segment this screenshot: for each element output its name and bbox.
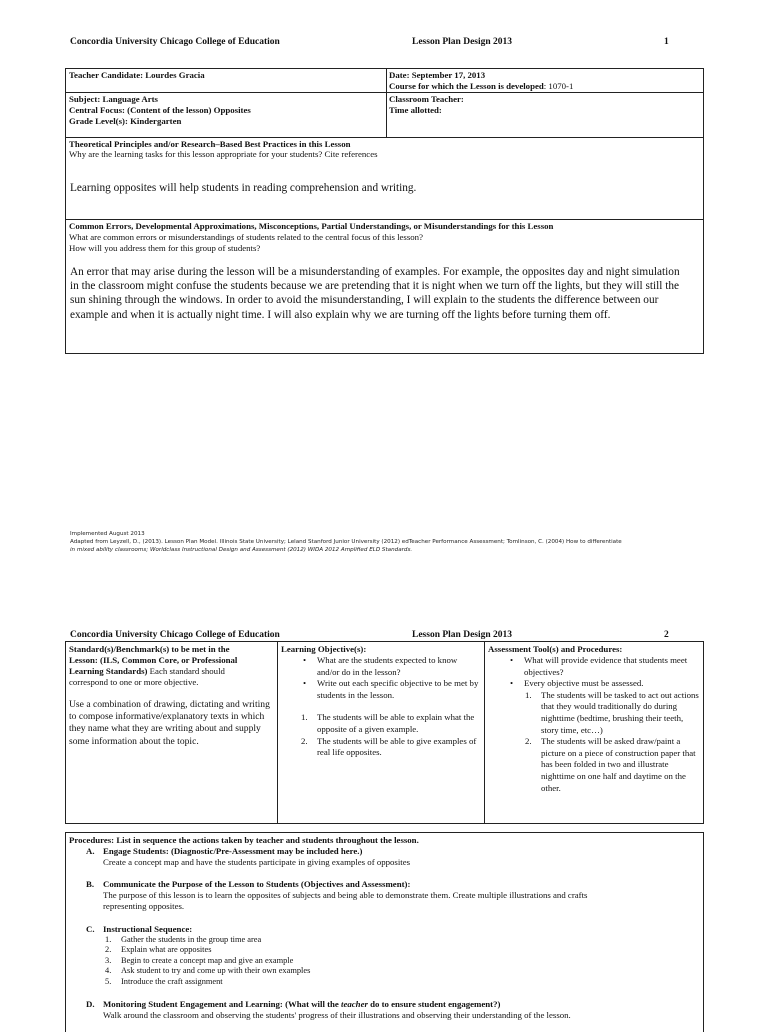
step-d-heading-pre: Monitoring Student Engagement and Learning: (What will the: [103, 998, 342, 1009]
assessment-heading: Assessment Tool(s) and Procedures:: [488, 644, 623, 654]
standards-body: Use a combination of drawing, dictating and writing to compose informative/explanatory texts in which they name what they are writing about and supply some information about the topic.: [69, 699, 270, 747]
info-table-row-divider: [66, 92, 703, 93]
sequence-text: Begin to create a concept map and give an example: [121, 955, 294, 965]
assessment-column: [485, 642, 705, 823]
sequence-step: 2. Explain what are opposites: [105, 945, 212, 955]
procedures-box: [65, 832, 704, 1032]
footer-implemented: Implemented August 2013: [70, 531, 145, 537]
footer-adapted-cont: in mixed ability classrooms; Worldclass Instructional Design and Assessment (2012) WIDA 2012 Amplified ELD Standards.: [70, 547, 413, 553]
subject: Subject: Language Arts: [69, 94, 158, 104]
grade-level: Grade Level(s): Kindergarten: [69, 116, 182, 126]
course-value: : 1070-1: [543, 81, 574, 91]
errors-answer-line: in the classroom might confuse the students because we are pretending that it is night when we turn off the lights, but they will still the: [70, 280, 680, 293]
sequence-step: 4. Ask student to try and come up with their own examples: [105, 966, 311, 976]
objectives-column: [278, 642, 484, 823]
step-c-label: C.: [86, 923, 95, 934]
step-d-body: Walk around the classroom and observing the students' progress of their illustrations and observing their understanding of the lesson.: [103, 1009, 571, 1020]
course-label: Course for which the Lesson is developed: [389, 81, 544, 91]
sequence-step: 5. Introduce the craft assignment: [105, 976, 223, 986]
objectives-prompt-list: [281, 655, 481, 701]
assessment-list: [488, 690, 702, 794]
header-page-number: 1: [664, 37, 669, 47]
sequence-text: Gather the students in the group time area: [121, 934, 262, 944]
theory-question: Why are the learning tasks for this lesson appropriate for your students? Cite references: [69, 149, 378, 159]
assessment-prompt: • Every objective must be assessed.: [524, 678, 702, 690]
standards-objectives-table: [65, 641, 704, 824]
objective-item: 2. The students will be able to give examples of real life opposites.: [301, 735, 477, 758]
errors-question-1: What are common errors or misunderstandings of students related to the central focus of this lesson?: [69, 232, 423, 242]
objective-item: 1. The students will be able to explain what the opposite of a given example.: [301, 712, 475, 734]
theory-answer: Learning opposites will help students in reading comprehension and writing.: [70, 182, 417, 194]
page1-footer: [70, 530, 700, 554]
standards-heading-l1: Standard(s)/Benchmark(s) to be met in the: [69, 644, 230, 654]
header-doc-title: Lesson Plan Design 2013: [412, 630, 513, 640]
section-divider: [66, 219, 703, 220]
step-b-body-l1: The purpose of this lesson is to learn the opposites of subjects and being able to demonstrate them. Create multiple illustrations and crafts: [103, 890, 588, 901]
objectives-prompt: • What are the students expected to know and/or do in the lesson?: [317, 655, 481, 678]
standards-heading-l4: correspond to one or more objective.: [69, 677, 199, 687]
classroom-teacher: Classroom Teacher:: [389, 94, 464, 104]
teacher-candidate: Teacher Candidate: Lourdes Gracia: [69, 70, 205, 80]
step-c-heading: Instructional Sequence:: [103, 923, 193, 934]
header-institution: Concordia University Chicago College of Education: [70, 630, 280, 640]
sequence-text: Explain what are opposites: [121, 945, 212, 955]
step-b-label: B.: [86, 879, 95, 890]
sequence-step: 1. Gather the students in the group time area: [105, 934, 262, 944]
step-a-body: Create a concept map and have the students participate in giving examples of opposites: [103, 857, 411, 867]
theory-errors-box: [65, 137, 704, 354]
step-c: [69, 924, 699, 988]
objectives-prompt: • Write out each specific objective to be met by students in the lesson.: [317, 678, 481, 701]
standards-column: [66, 642, 277, 823]
objectives-heading: Learning Objective(s):: [281, 644, 367, 654]
step-d-heading-em: teacher: [341, 998, 368, 1009]
standards-heading-l3-bold: Learning Standards): [69, 666, 148, 676]
step-a-heading: Engage Students: (Diagnostic/Pre-Assessment may be included here.): [103, 846, 363, 856]
step-b-heading: Communicate the Purpose of the Lesson to Students (Objectives and Assessment):: [103, 879, 411, 890]
procedures-content: [69, 835, 699, 1021]
procedures-heading: Procedures: List in sequence the actions taken by teacher and students throughout the lesson.: [69, 835, 419, 845]
errors-answer-line: sun shining through the windows. In order to avoid the misunderstanding, I will explain to the students the difference between our: [70, 294, 659, 307]
footer-adapted: Adapted from Leyzell, D., (2013). Lesson Plan Model. Illinois State University; Leland Stanford Junior University (2012) edTeacher Performance Assessment; Tomlinson, C. (2004) How to differentiate: [70, 539, 622, 545]
objective-text: The students will be able to explain what the opposite of a given example.: [317, 712, 475, 734]
step-d-label: D.: [86, 998, 95, 1009]
course-line: [389, 81, 573, 92]
central-focus: Central Focus: (Content of the lesson) Opposites: [69, 105, 251, 115]
assessment-text: The students will be tasked to act out actions that they would traditionally do during nighttime (bedtime, brushing their teeth, story time, etc…): [541, 689, 699, 735]
sequence-step: 3. Begin to create a concept map and give an example: [105, 955, 294, 965]
header-doc-title: Lesson Plan Design 2013: [412, 37, 513, 47]
info-table: [65, 68, 704, 138]
errors-question-2: How will you address them for this group of students?: [69, 243, 261, 253]
step-d: [69, 999, 699, 1021]
objective-text: The students will be able to give examples of real life opposites.: [317, 735, 477, 758]
errors-heading: Common Errors, Developmental Approximations, Misconceptions, Partial Understandings, or Misunderstandings for this Lesson: [69, 221, 554, 231]
assessment-item: 1. The students will be tasked to act out actions that they would traditionally do during nighttime (bedtime, brushing their teeth, story time, etc…): [525, 689, 699, 735]
sequence-text: Ask student to try and come up with their own examples: [121, 966, 311, 976]
header-page-number: 2: [664, 630, 669, 640]
errors-answer-line: example and when it is actually night time. I will also explain why we are turning off the lights before turning them off.: [70, 308, 611, 321]
step-a: [69, 846, 699, 868]
errors-answer: [70, 265, 680, 322]
step-b: [69, 879, 699, 912]
time-allotted: Time allotted:: [389, 105, 442, 115]
assessment-text: The students will be asked draw/paint a picture on a piece of construction paper that has been folded in two and illustrate nighttime on one half and daytime on the other.: [541, 736, 696, 793]
step-b-body-l2: representing opposites.: [103, 901, 185, 912]
theory-heading: Theoretical Principles and/or Research–Based Best Practices in this Lesson: [69, 139, 351, 149]
sequence-text: Introduce the craft assignment: [121, 976, 223, 986]
assessment-item: 2. The students will be asked draw/paint a picture on a piece of construction paper that has been folded in two and illustrate nighttime on one half and daytime on the other.: [525, 736, 696, 793]
assessment-prompt-list: [488, 655, 702, 690]
step-d-heading-post: do to ensure student engagement?): [367, 998, 501, 1009]
standards-heading-l3: [69, 666, 274, 677]
step-d-heading: [103, 999, 699, 1010]
standards-heading-l2: Lesson: (ILS, Common Core, or Professional: [69, 655, 238, 665]
step-a-label: A.: [86, 846, 95, 856]
info-table-divider: [386, 69, 387, 137]
objectives-list: [281, 712, 481, 758]
assessment-prompt: • What will provide evidence that students meet objectives?: [524, 655, 702, 678]
instructional-sequence: [103, 935, 699, 988]
errors-answer-line: An error that may arise during the lesson will be a misunderstanding of examples. For example, the opposites day and night simulation: [70, 266, 680, 278]
standards-heading-l3-rest: Each standard should: [147, 666, 225, 676]
header-institution: Concordia University Chicago College of Education: [70, 37, 280, 47]
lesson-date: Date: September 17, 2013: [389, 70, 486, 80]
